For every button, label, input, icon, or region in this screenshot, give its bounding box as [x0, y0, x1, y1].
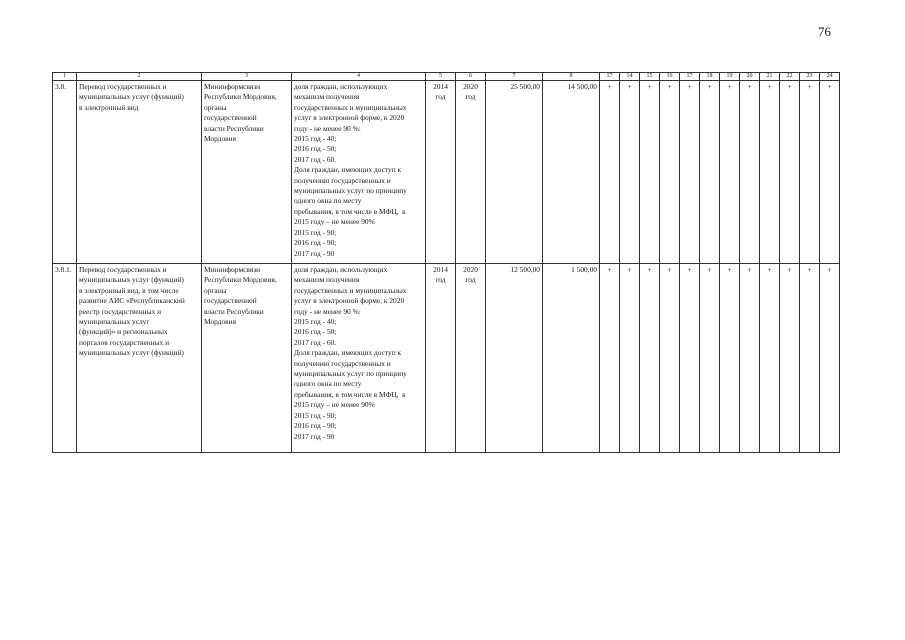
target-indicator-line: 2015 год - 40;	[294, 317, 337, 327]
plus-mark: +	[620, 81, 640, 264]
column-number: 14	[620, 73, 640, 81]
target-indicator-line: году - не менее 90 %:	[294, 123, 361, 133]
target-indicator-line: государственных и муниципальных	[294, 285, 407, 295]
funding-budget: 14 500,00	[543, 81, 600, 264]
measure-name-line: в электронный вид	[79, 102, 139, 112]
target-indicator-line: 2016 год - 50;	[294, 327, 337, 337]
measure-name-line: Перевод государственных и	[79, 265, 167, 274]
target-indicator-line: 2015 году – не менее 90%	[294, 217, 375, 227]
plus-mark: +	[740, 81, 760, 264]
end-year-line: год	[465, 275, 476, 285]
column-number: 23	[800, 73, 820, 81]
responsible-executor-line: государственной	[204, 296, 257, 306]
target-indicator-line: государственных и муниципальных	[294, 102, 407, 112]
start-year-line: год	[435, 275, 446, 285]
column-number: 20	[740, 73, 760, 81]
funding-budget: 1 500,00	[543, 264, 600, 453]
measure-name-line: муниципальных услуг (функций)	[79, 275, 184, 285]
column-number: 21	[760, 73, 780, 81]
target-indicator-line: услуг в электронной форме, к 2020	[294, 113, 405, 123]
target-indicator-line: 2015 году – не менее 90%	[294, 400, 375, 410]
column-number: 7	[486, 73, 543, 81]
column-number: 18	[700, 73, 720, 81]
target-indicator-line: пребывания, в том числе в МФЦ, к	[294, 389, 406, 399]
end-year	[456, 81, 486, 264]
end-year-line: 2020	[463, 82, 478, 91]
measure-name-line: Перевод государственных и	[79, 82, 167, 91]
responsible-executor-line: власти Республики	[204, 306, 264, 316]
plus-mark: +	[620, 264, 640, 453]
column-number: 15	[640, 73, 660, 81]
plus-mark: +	[680, 264, 700, 453]
column-number: 16	[660, 73, 680, 81]
plus-mark: +	[700, 81, 720, 264]
start-year-line: год	[435, 92, 446, 102]
target-indicator-line: одного окна по месту	[294, 196, 362, 206]
measure-name-line: реестр государственных и	[79, 306, 162, 316]
plus-mark: +	[760, 264, 780, 453]
target-indicator-line: 2017 год - 60.	[294, 154, 337, 164]
plus-mark: +	[660, 81, 680, 264]
column-number: 2	[77, 73, 202, 81]
responsible-executor-line: Мордовия	[204, 317, 236, 327]
table-row	[53, 81, 840, 264]
plus-mark: +	[760, 81, 780, 264]
row-number: 3.8.	[53, 81, 77, 264]
funding-total: 12 500,00	[486, 264, 543, 453]
program-table	[52, 72, 840, 453]
table-row	[53, 264, 840, 453]
plus-mark: +	[740, 264, 760, 453]
responsible-executor-line: органы	[204, 285, 227, 295]
target-indicator-line: механизм получения	[294, 92, 360, 102]
plus-mark: +	[720, 264, 740, 453]
end-year-line: 2020	[463, 265, 478, 274]
plus-mark: +	[780, 81, 800, 264]
plus-mark: +	[680, 81, 700, 264]
plus-mark: +	[640, 264, 660, 453]
plus-mark: +	[800, 81, 820, 264]
target-indicator-line: получению государственных и	[294, 358, 391, 368]
plus-mark: +	[600, 81, 620, 264]
measure-name	[77, 264, 202, 453]
column-number: 1	[53, 73, 77, 81]
responsible-executor-line: государственной	[204, 113, 257, 123]
target-indicator-line: пребывания, в том числе в МФЦ, к	[294, 206, 406, 216]
responsible-executor-line: Мининформсвязи	[204, 265, 261, 274]
target-indicator-line: доля граждан, использующих	[294, 265, 388, 274]
column-number-row	[53, 73, 840, 81]
target-indicator-line: 2017 год - 90	[294, 248, 335, 258]
plus-mark: +	[780, 264, 800, 453]
start-year-line: 2014	[433, 82, 448, 91]
responsible-executor	[202, 264, 292, 453]
measure-name-line: (функций)» и региональных	[79, 327, 168, 337]
column-number: 17	[680, 73, 700, 81]
plus-mark: +	[600, 264, 620, 453]
measure-name-line: муниципальных услуг (функций)	[79, 92, 184, 102]
measure-name-line: муниципальных услуг (функций)	[79, 348, 184, 358]
target-indicator-line: Доля граждан, имеющих доступ к	[294, 348, 402, 358]
measure-name-line: порталов государственных и	[79, 337, 170, 347]
responsible-executor-line: власти Республики	[204, 123, 264, 133]
target-indicator-line: 2017 год - 60.	[294, 337, 337, 347]
column-number: 22	[780, 73, 800, 81]
target-indicator	[292, 81, 426, 264]
measure-name-line: муниципальных услуг	[79, 317, 150, 327]
target-indicator-line: 2016 год - 50;	[294, 144, 337, 154]
target-indicator-line: 2016 год - 90;	[294, 238, 337, 248]
end-year-line: год	[465, 92, 476, 102]
target-indicator	[292, 264, 426, 453]
column-number: 4	[292, 73, 426, 81]
column-number: 6	[456, 73, 486, 81]
responsible-executor-line: Республики Мордовия,	[204, 275, 277, 285]
measure-name	[77, 81, 202, 264]
target-indicator-line: механизм получения	[294, 275, 360, 285]
start-year-line: 2014	[433, 265, 448, 274]
column-number: 8	[543, 73, 600, 81]
start-year	[426, 81, 456, 264]
plus-mark: +	[820, 264, 840, 453]
target-indicator-line: муниципальных услуг по принципу	[294, 186, 407, 196]
responsible-executor	[202, 81, 292, 264]
end-year	[456, 264, 486, 453]
plus-mark: +	[640, 81, 660, 264]
plus-mark: +	[660, 264, 680, 453]
column-number: 24	[820, 73, 840, 81]
column-number: 17	[600, 73, 620, 81]
target-indicator-line: муниципальных услуг по принципу	[294, 369, 407, 379]
target-indicator-line: 2017 год - 90	[294, 431, 335, 441]
responsible-executor-line: органы	[204, 102, 227, 112]
target-indicator-line: 2015 год - 40;	[294, 134, 337, 144]
target-indicator-line: получению государственных и	[294, 175, 391, 185]
plus-mark: +	[820, 81, 840, 264]
responsible-executor-line: Республики Мордовия,	[204, 92, 277, 102]
funding-total: 25 500,00	[486, 81, 543, 264]
target-indicator-line: услуг в электронной форме, к 2020	[294, 296, 405, 306]
target-indicator-line: одного окна по месту	[294, 379, 362, 389]
target-indicator-line: 2015 год - 90;	[294, 227, 337, 237]
target-indicator-line: 2016 год - 90;	[294, 421, 337, 431]
start-year	[426, 264, 456, 453]
column-number: 19	[720, 73, 740, 81]
measure-name-line: в электронный вид, в том числе	[79, 285, 179, 295]
plus-mark: +	[800, 264, 820, 453]
plus-mark: +	[720, 81, 740, 264]
target-indicator-line: Доля граждан, имеющих доступ к	[294, 165, 402, 175]
responsible-executor-line: Мининформсвязи	[204, 82, 261, 91]
column-number: 3	[202, 73, 292, 81]
column-number: 5	[426, 73, 456, 81]
measure-name-line: развитие АИС «Республиканский	[79, 296, 185, 306]
responsible-executor-line: Мордовия	[204, 134, 236, 144]
plus-mark: +	[700, 264, 720, 453]
target-indicator-line: 2015 год - 90;	[294, 410, 337, 420]
target-indicator-line: году - не менее 90 %:	[294, 306, 361, 316]
page-number: 76	[818, 24, 831, 39]
target-indicator-line: доля граждан, использующих	[294, 82, 388, 91]
row-number: 3.8.1.	[53, 264, 77, 453]
